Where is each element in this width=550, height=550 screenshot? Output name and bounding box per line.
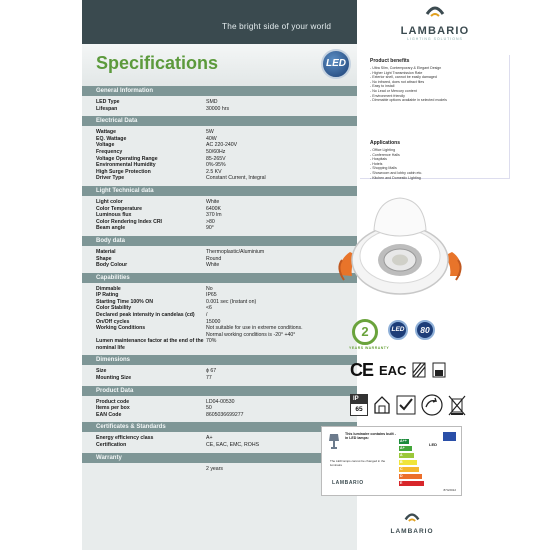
brand-name: LAMBARIO [400, 25, 470, 37]
spec-key: Body Colour [96, 262, 128, 269]
spec-row [96, 466, 357, 473]
ce-mark-icon: CE [350, 359, 374, 380]
list-item: - Office Lighting [370, 148, 396, 152]
list-item: - Higher Light Transmission Rate [370, 70, 423, 75]
list-item: - Dimmable options available in selected models [370, 98, 447, 103]
section-header: General Information [82, 86, 357, 96]
spec-value: 8605036699277 [206, 411, 244, 418]
list-item: - No Lead or Mercury content [370, 88, 417, 93]
spec-value: 50/60Hz [206, 148, 226, 155]
symbols-row [350, 392, 470, 418]
section-body [82, 246, 357, 273]
spec-key: Environmental Humidity [96, 162, 156, 169]
energy-label [321, 426, 462, 496]
eac-mark-icon: EAC [379, 362, 407, 378]
spec-value: 30000 hrs [206, 105, 230, 112]
section-header: Body data [82, 236, 357, 246]
spec-row [96, 212, 357, 219]
spec-key: Items per box [96, 405, 130, 412]
spec-row [96, 338, 357, 351]
no-glow-wire-icon [396, 395, 416, 415]
downlight-product-image [330, 180, 470, 300]
spec-row [96, 319, 357, 326]
spec-row [96, 149, 357, 156]
spec-key: LED Type [96, 99, 120, 105]
brand-logo-bottom [377, 510, 447, 535]
spec-key: Color Stability [96, 305, 132, 312]
spec-row [96, 368, 357, 375]
spec-key: Color Temperature [96, 205, 143, 212]
product-benefits [370, 58, 480, 103]
spec-key: Declared peak intensity in candelas (cd) [96, 312, 195, 319]
section-header: Light Technical data [82, 186, 357, 196]
energy-class-bar: A++ [399, 439, 409, 444]
energy-text-builtin: This luminaire contains built - in LED lamps: [345, 432, 396, 441]
spec-row [96, 136, 357, 143]
section-header: Dimensions [82, 355, 357, 365]
spec-key: Working Conditions [96, 325, 146, 332]
list-item: - Easy to install [370, 84, 395, 89]
wall-mount-icon [412, 362, 426, 378]
energy-class-bar: A+ [399, 446, 412, 451]
spec-value: 2.5 KV [206, 168, 222, 175]
spec-row [96, 106, 357, 113]
brand-logo-top [385, 4, 485, 46]
list-item: - Hospitals [370, 157, 387, 162]
spec-value: AC 220-240V [206, 142, 238, 149]
spec-row [96, 225, 357, 232]
energy-class-bar: D [399, 474, 422, 479]
spec-row [96, 305, 357, 312]
section-body [82, 365, 357, 385]
lamp-icon [328, 433, 340, 449]
spec-key: Driver Type [96, 175, 125, 182]
spec-value: Constant Current, Integral [206, 175, 266, 182]
benefits-title: Product benefits [370, 58, 410, 64]
spec-row [96, 99, 357, 106]
energy-class-bar: A [399, 453, 414, 458]
spec-row [96, 399, 357, 406]
applications-list [370, 148, 480, 180]
spec-key: Mounting Size [96, 375, 132, 382]
list-item: - Environment friendly [370, 93, 405, 98]
spec-value: 0.001 sec (Instant on) [206, 298, 257, 305]
spec-row [96, 312, 357, 319]
spec-row [96, 156, 357, 163]
section-body [82, 396, 357, 423]
spec-row [96, 405, 357, 412]
spec-value: 5W [206, 129, 214, 136]
ip-rating-icon: IP 65 [350, 394, 368, 416]
spec-key: Color Rendering Index CRI [96, 218, 163, 225]
spec-key: Lumen maintenance factor at the end of the nominal life [96, 338, 204, 352]
spec-value: 85-265V [206, 155, 226, 162]
spec-row [96, 262, 357, 269]
section-body [82, 196, 357, 236]
spec-value: ϕ 67 [206, 368, 217, 375]
spec-key: Beam angle [96, 225, 126, 232]
spec-key: Shape [96, 255, 112, 262]
list-item: - No infrared, does not attract flies [370, 79, 425, 84]
spec-row [96, 219, 357, 226]
spec-row [96, 175, 357, 182]
page-title: Specifications [96, 53, 219, 73]
spec-row [96, 286, 357, 293]
spec-sections [82, 86, 357, 476]
list-item: - Conference Halls [370, 152, 400, 157]
spec-key: Certification [96, 442, 127, 448]
spec-value: Round [206, 255, 222, 262]
section-body [82, 96, 357, 116]
list-item: - Exterior shell, cannot be easily damaged [370, 75, 437, 80]
spec-value: LD04-00530 [206, 398, 235, 405]
energy-class-bar: B [399, 460, 417, 465]
led-badge-icon: LED [321, 49, 351, 79]
spec-value: 70% [206, 338, 217, 345]
spec-value: 2 years [206, 465, 224, 472]
spec-row [96, 292, 357, 299]
spec-value: Normal working conditions is -20° +40° [206, 331, 296, 338]
logo-icon [425, 4, 445, 18]
spec-row [96, 249, 357, 256]
ceiling-mount-icon [432, 362, 446, 378]
energy-text-note: The LED lamps cannot be changed in the luminaire [330, 459, 386, 467]
spec-row [96, 169, 357, 176]
cri-80-icon: 80 [415, 320, 435, 340]
section-header: Electrical Data [82, 116, 357, 126]
spec-key: Energy efficiency class [96, 435, 154, 442]
spec-key: EQ. Wattage [96, 135, 127, 142]
spec-row [96, 142, 357, 149]
section-header: Warranty [82, 453, 357, 463]
spec-value: 370 lm [206, 212, 222, 219]
spec-key: Lifespan [96, 105, 118, 112]
spec-value: CE, EAC, EMC, ROHS [206, 442, 260, 448]
spec-key: Voltage Operating Range [96, 155, 158, 162]
spec-row [96, 199, 357, 206]
spec-row [96, 162, 357, 169]
spec-value: 15000 [206, 318, 221, 325]
spec-value: White [206, 262, 220, 269]
spec-row [96, 332, 357, 339]
spec-header [82, 44, 357, 86]
weee-bin-icon [448, 394, 466, 416]
warranty-text: YEARS WARRANTY [349, 346, 390, 350]
spec-row [96, 435, 357, 442]
spec-value: <6 [206, 305, 212, 312]
recycle-icon [421, 394, 443, 416]
spec-key: Frequency [96, 148, 123, 155]
spec-key: Material [96, 248, 116, 255]
energy-brand: LAMBARIO [332, 480, 364, 486]
certifications-row [350, 358, 460, 382]
section-header: Capabilities [82, 273, 357, 283]
spec-key: Starting Time 100% ON [96, 298, 153, 305]
spec-key: EAN Code [96, 411, 122, 418]
section-body [82, 463, 357, 477]
spec-row [96, 129, 357, 136]
led-icon: LED [388, 320, 408, 340]
spec-key: Voltage [96, 142, 115, 149]
spec-key: Luminous flux [96, 212, 132, 219]
spec-value: >80 [206, 218, 215, 225]
spec-value: 0%-95% [206, 162, 226, 169]
spec-key: Dimmable [96, 285, 121, 292]
tagline: The bright side of your world [222, 22, 332, 31]
header-banner [82, 0, 357, 44]
section-body [82, 432, 357, 452]
energy-led-vertical: LED [429, 442, 437, 447]
section-header: Certificates & Standards [82, 422, 357, 432]
spec-value: No [206, 285, 213, 292]
spec-row [96, 299, 357, 306]
indoor-use-icon [373, 395, 391, 415]
warranty-icon: 2 [352, 319, 378, 345]
spec-key [96, 332, 206, 339]
logo-icon [404, 511, 420, 523]
spec-key: Wattage [96, 129, 116, 136]
brand-name: LAMBARIO [390, 528, 434, 535]
list-item: - Kitchen and Domestic Lighting [370, 175, 421, 180]
spec-row [96, 256, 357, 263]
spec-value: SMD [206, 99, 218, 105]
spec-value: White [206, 198, 220, 205]
spec-value: / [206, 312, 208, 319]
list-item: - Showroom and lobby cabin etc. [370, 170, 423, 175]
spec-row [96, 325, 357, 332]
applications [370, 140, 480, 180]
section-body [82, 126, 357, 186]
list-item: - Hotels [370, 161, 383, 166]
section-body [82, 283, 357, 356]
spec-value: Not suitable for use in extreme conditions. [206, 325, 303, 332]
spec-value: Thermoplastic/Aluminium [206, 248, 265, 255]
energy-class-bar: E [399, 481, 424, 486]
applications-title: Applications [370, 140, 401, 146]
spec-row [96, 375, 357, 382]
spec-value: 77 [206, 375, 212, 382]
energy-regulation-code: 874/2012 [443, 488, 456, 492]
spec-value: A+ [206, 435, 213, 442]
list-item: - Shopping Malls [370, 166, 397, 171]
spec-key: Size [96, 368, 107, 375]
spec-row [96, 206, 357, 213]
spec-value: 50 [206, 405, 212, 412]
spec-key: IP Rating [96, 292, 119, 299]
spec-value: 6400K [206, 205, 222, 212]
brand-sub: LIGHTING SOLUTIONS [407, 37, 463, 41]
spec-key: Light color [96, 198, 123, 205]
list-item: - Ultra Slim, Contemporary & Elegant Design [370, 66, 442, 70]
spec-row [96, 442, 357, 449]
specifications-panel [82, 44, 357, 550]
eu-flag-icon [443, 432, 456, 441]
spec-key: High Surge Protection [96, 168, 151, 175]
spec-key [96, 466, 206, 473]
spec-key: Product code [96, 398, 130, 405]
spec-value: 90° [206, 225, 214, 232]
spec-row [96, 412, 357, 419]
spec-value: IP65 [206, 292, 217, 299]
benefits-list [370, 66, 480, 103]
spec-key: On/Off cycles [96, 318, 130, 325]
section-header: Product Data [82, 386, 357, 396]
energy-class-bar: C [399, 467, 419, 472]
spec-value: 40W [206, 135, 217, 142]
